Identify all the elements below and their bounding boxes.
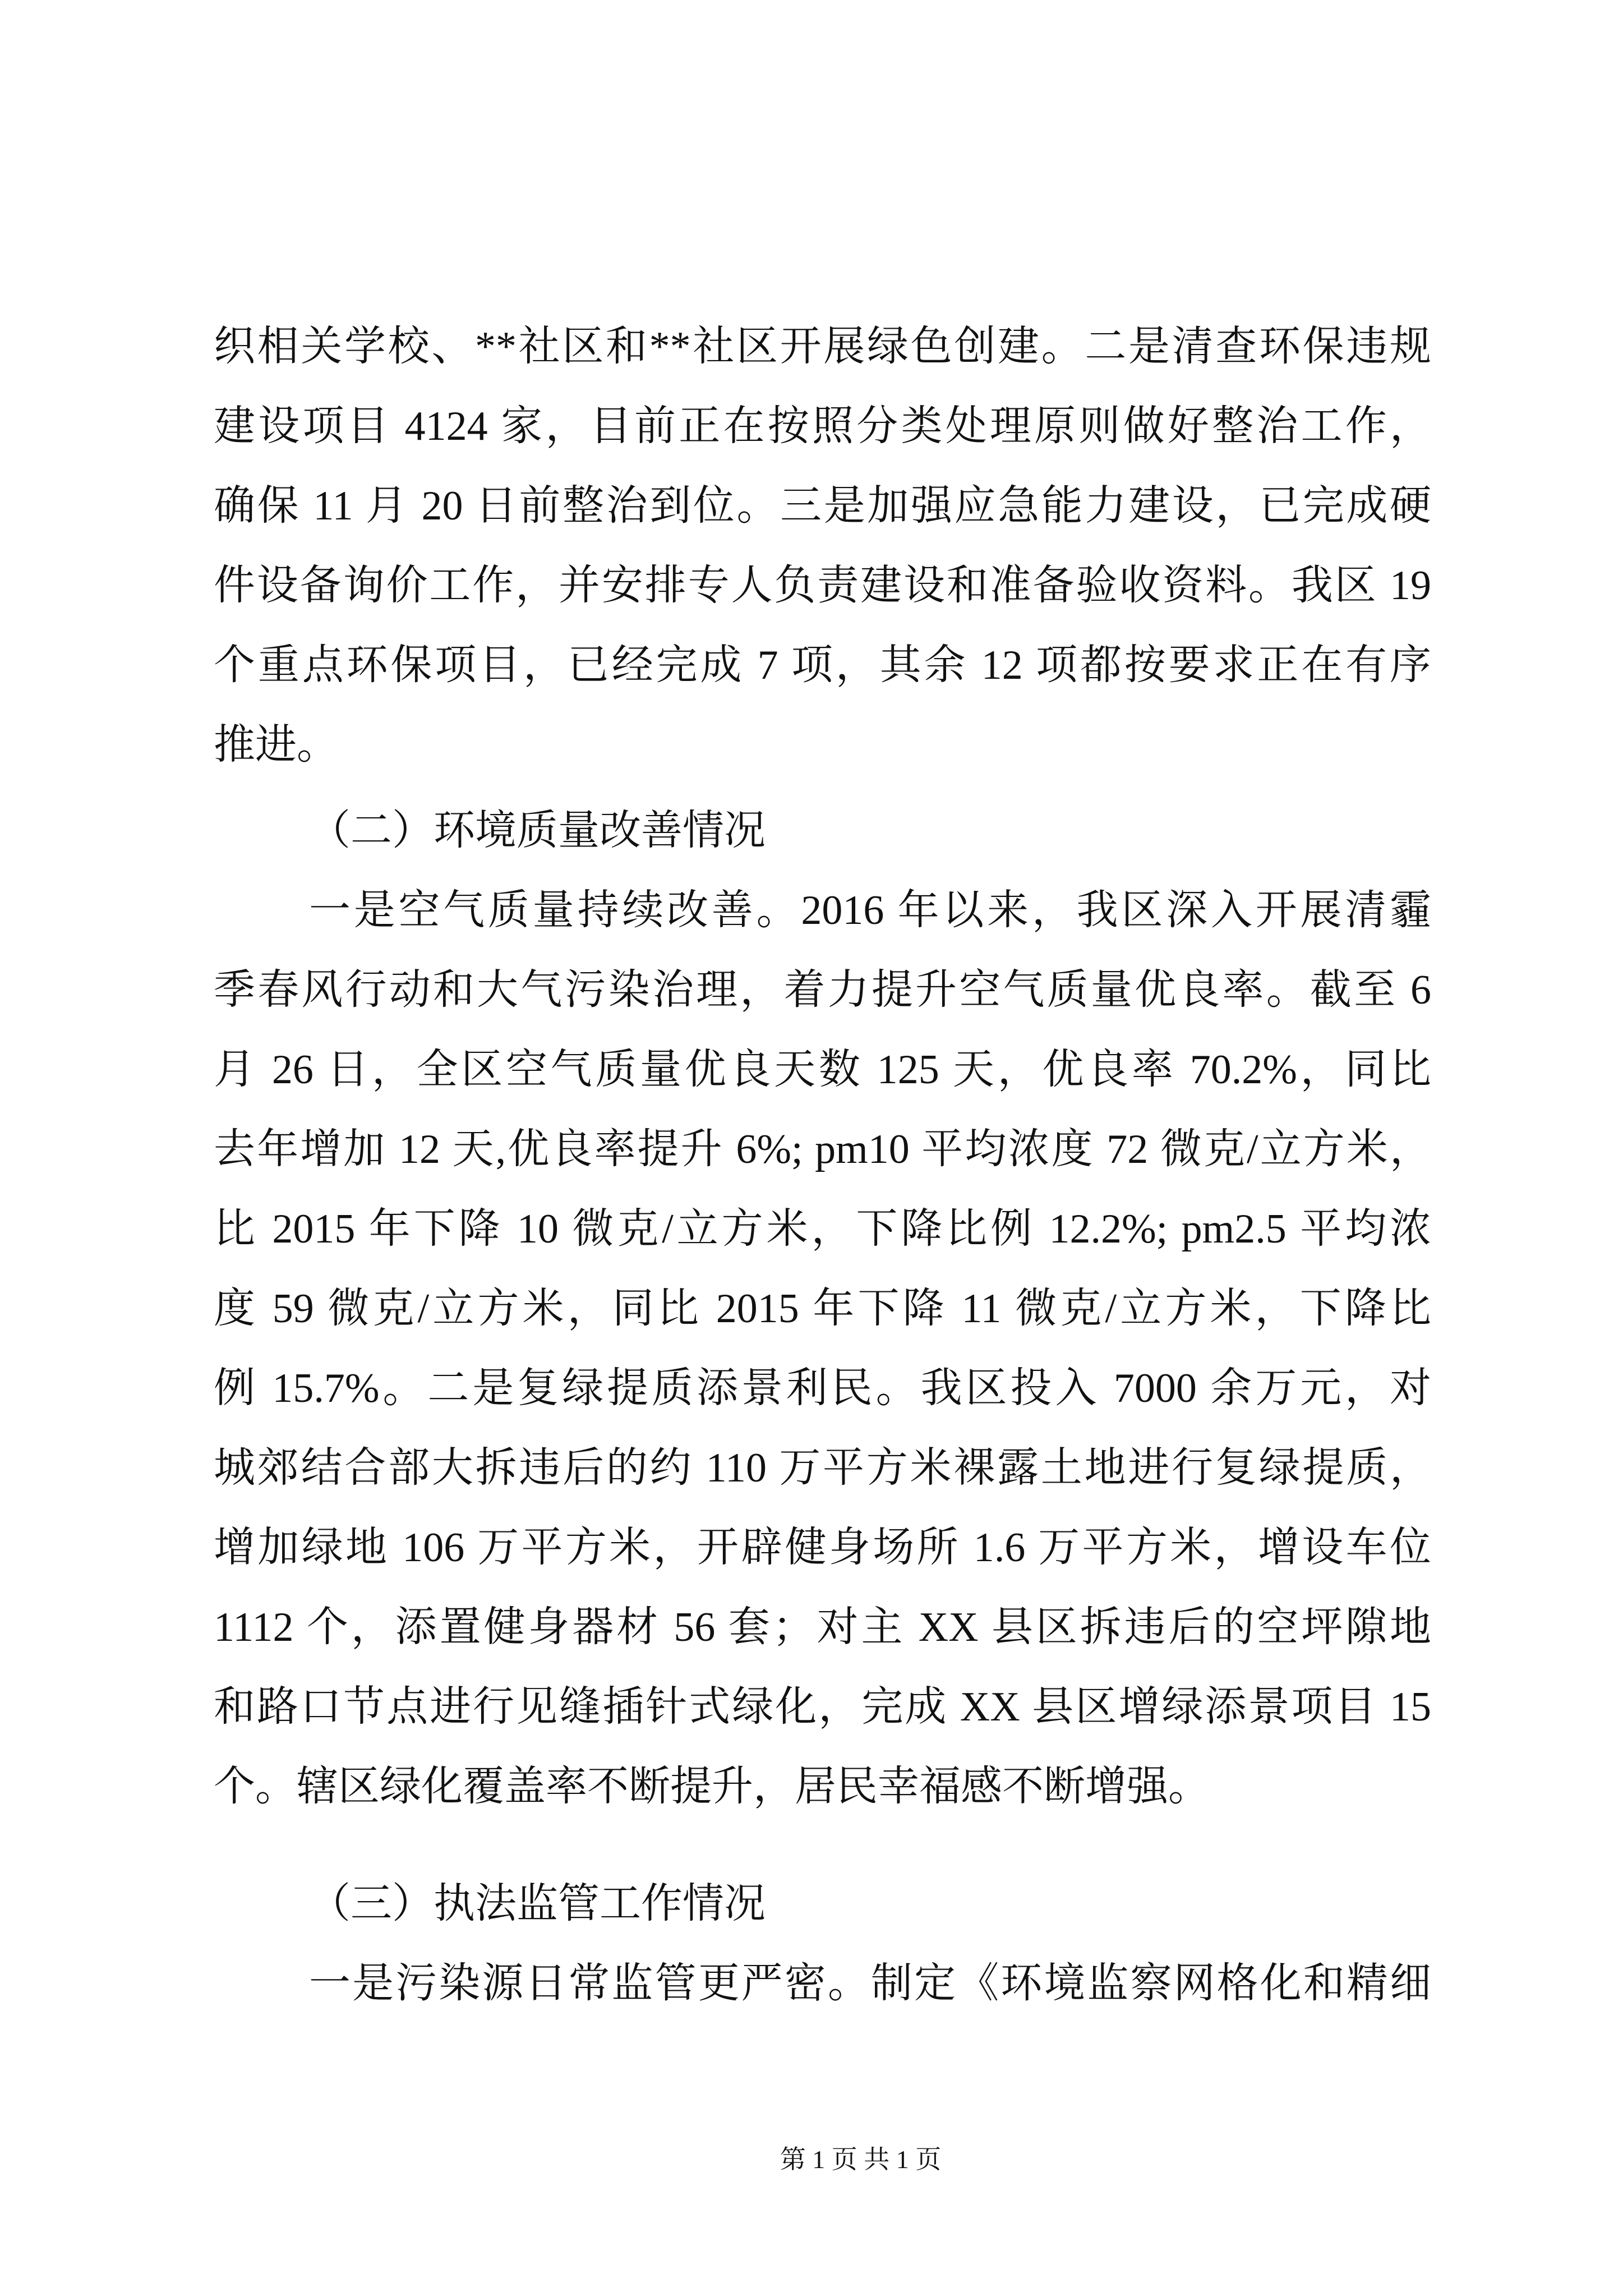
text-line: 推进。 — [214, 722, 338, 768]
page-footer: 第 1 页 共 1 页 — [780, 2145, 942, 2174]
text-line: 1112 个，添置健身器材 56 套；对主 XX 县区拆违后的空坪隙地 — [214, 1604, 1431, 1650]
text-line: 一是空气质量持续改善。2016 年以来，我区深入开展清霾 — [309, 887, 1431, 933]
section-heading: （二）环境质量改善情况 — [309, 808, 766, 854]
text-line: 度 59 微克/立方米，同比 2015 年下降 11 微克/立方米，下降比 — [214, 1286, 1431, 1332]
text-line: 一是污染源日常监管更严密。制定《环境监察网格化和精细 — [309, 1961, 1431, 2007]
text-line: 增加绿地 106 万平方米，开辟健身场所 1.6 万平方米，增设车位 — [214, 1525, 1431, 1571]
text-line: 去年增加 12 天,优良率提升 6%; pm10 平均浓度 72 微克/立方米， — [214, 1126, 1431, 1172]
text-line: 和路口节点进行见缝插针式绿化，完成 XX 县区增绿添景项目 15 — [214, 1684, 1431, 1730]
text-line: 个重点环保项目，已经完成 7 项，其余 12 项都按要求正在有序 — [214, 642, 1431, 688]
section-heading: （三）执法监管工作情况 — [309, 1881, 766, 1927]
text-line: 织相关学校、**社区和**社区开展绿色创建。二是清查环保违规 — [214, 324, 1431, 370]
text-line: 月 26 日，全区空气质量优良天数 125 天，优良率 70.2%，同比 — [214, 1047, 1431, 1093]
text-line: 例 15.7%。二是复绿提质添景利民。我区投入 7000 余万元，对 — [214, 1365, 1431, 1411]
text-line: 比 2015 年下降 10 微克/立方米，下降比例 12.2%; pm2.5 平均浓 — [214, 1206, 1431, 1252]
text-line: 建设项目 4124 家，目前正在按照分类处理原则做好整治工作， — [214, 403, 1431, 449]
text-line: 确保 11 月 20 日前整治到位。三是加强应急能力建设，已完成硬 — [214, 483, 1431, 529]
text-line: 季春风行动和大气污染治理，着力提升空气质量优良率。截至 6 — [214, 967, 1431, 1013]
text-line: 个。辖区绿化覆盖率不断提升，居民幸福感不断增强。 — [214, 1764, 1210, 1810]
text-line: 城郊结合部大拆违后的约 110 万平方米裸露土地进行复绿提质， — [214, 1445, 1431, 1491]
text-line: 件设备询价工作，并安排专人负责建设和准备验收资料。我区 19 — [214, 563, 1431, 609]
